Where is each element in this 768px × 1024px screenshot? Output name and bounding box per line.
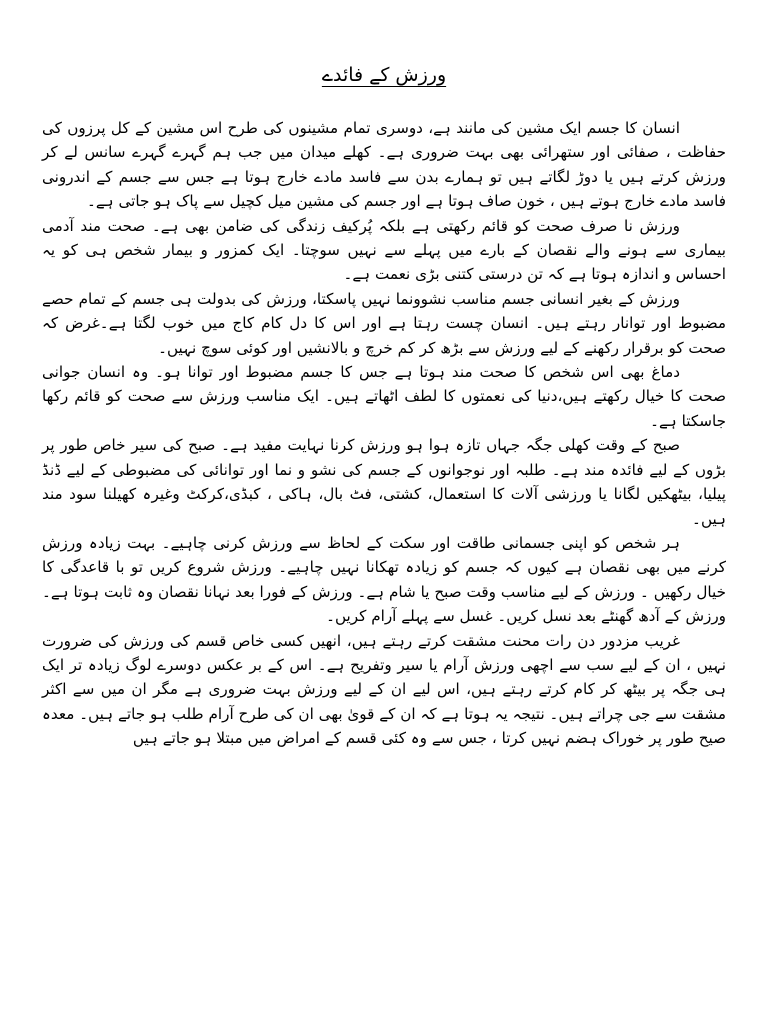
paragraph-6: ہر شخص کو اپنی جسمانی طاقت اور سکت کے لحاظ سے ورزش کرنی چاہیے۔ بہت زیادہ ورزش کرنے میں بھی نقصان ہے کیوں کہ جسم کو زیادہ تھکانا نہیں چاہیے۔ ورزش شروع کریں تو با قاعدگی کا خیال رکھیں ۔ ورزش کے لیے مناسب وقت صبح یا شام ہے۔ ورزش کے فورا بعد نہانا نقصان وہ ثابت ہوتا ہے۔ ورزش کے آدھ گھنٹے بعد نسل کریں۔ غسل سے پہلے آرام کریں۔	[42, 533, 726, 626]
paragraph-3: ورزش کے بغیر انسانی جسم مناسب نشوونما نہیں پاسکتا، ورزش کی بدولت ہی جسم کے تمام حصے مضبوط اور توانار رہتے ہیں۔ انسان چست رہتا ہے اور اس کا دل کام کاج میں خوب لگتا ہے۔غرض کہ صحت کو برقرار رکھنے کے لیے ورزش سے بڑھ کر کم خرچ و بالانشیں اور کوئی سوچ نہیں۔	[42, 289, 726, 357]
paragraph-4: دماغ بھی اس شخص کا صحت مند ہوتا ہے جس کا جسم مضبوط اور توانا ہو۔ وہ انسان جوانی صحت کا خیال رکھتے ہیں،دنیا کی نعمتوں کا لطف اٹھاتے ہیں۔ ایک مناسب ورزش سے صحت کو قائم رکھا جاسکتا ہے۔	[42, 363, 726, 430]
paragraph-7: غریب مزدور دن رات محنت مشقت کرتے رہتے ہیں، انھیں کسی خاص قسم کی ورزش کی ضرورت نہیں ، ان کے لیے سب سے اچھی ورزش آرام یا سیر وتفریح ہے۔ اس کے بر عکس دوسرے لوگ زیادہ تر ایک ہی جگہ پر بیٹھ کر کام کرتے رہتے ہیں، اس لیے ان کے لیے ورزش بہت ضروری ہے مگر ان میں سے اکثر مشقت سے جی چراتے ہیں۔ نتیجہ یہ ہوتا ہے کہ ان کے قویٰ بھی ان کی طرح آرام طلب ہو جاتے ہیں۔ معدہ صیح طور پر خوراک ہضم نہیں کرتا ، جس سے وہ کئی قسم کے امراض میں مبتلا ہو جاتے ہیں	[42, 631, 726, 748]
paragraph-2: ورزش نا صرف صحت کو قائم رکھتی ہے بلکہ پُرکیف زندگی کی ضامن بھی ہے۔ صحت مند آدمی بیماری سے ہونے والے نقصان کے بارے میں پہلے سے نہیں سوچتا۔ ایک کمزور و بیمار شخص ہی کو یہ احساس و اندازہ ہوتا ہے کہ تن درستی کتنی بڑی نعمت ہے۔	[42, 216, 726, 284]
paragraph-1: انسان کا جسم ایک مشین کی مانند ہے، دوسری تمام مشینوں کی طرح اس مشین کے کل پرزوں کی حفاظت ، صفائی اور ستھرائی بھی بہت ضروری ہے۔ کھلے میدان میں جب ہم گہرے گہرے سانس لے کر ورزش کرتے ہیں یا دوڑ لگاتے ہیں تو ہمارے بدن سے فاسد مادے خارج ہوتا ہے جس سے جسم کے اندرونی فاسد مادے خارج ہوتے ہیں ، خون صاف ہوتا ہے اور جسم کی مشین میل کچیل سے پاک ہو جاتی ہے۔	[42, 119, 726, 211]
document-title: ورزش کے فائدے	[321, 64, 447, 86]
paragraph-5: صبح کے وقت کھلی جگہ جہاں تازہ ہوا ہو ورزش کرنا نہایت مفید ہے۔ صبح کی سیر خاص طور پر بڑوں کے لیے فائدہ مند ہے۔ طلبہ اور نوجوانوں کے جسم کی نشو و نما اور توانائی کی مضبوطی کے لیے ڈنڈ پیلیا، بیٹھکیں لگانا یا ورزشی آلات کا استعمال، کشتی، فٹ بال، ہاکی ، کبڈی،کرکٹ وغیرہ کھیلنا سود مند ہیں۔	[42, 436, 726, 528]
